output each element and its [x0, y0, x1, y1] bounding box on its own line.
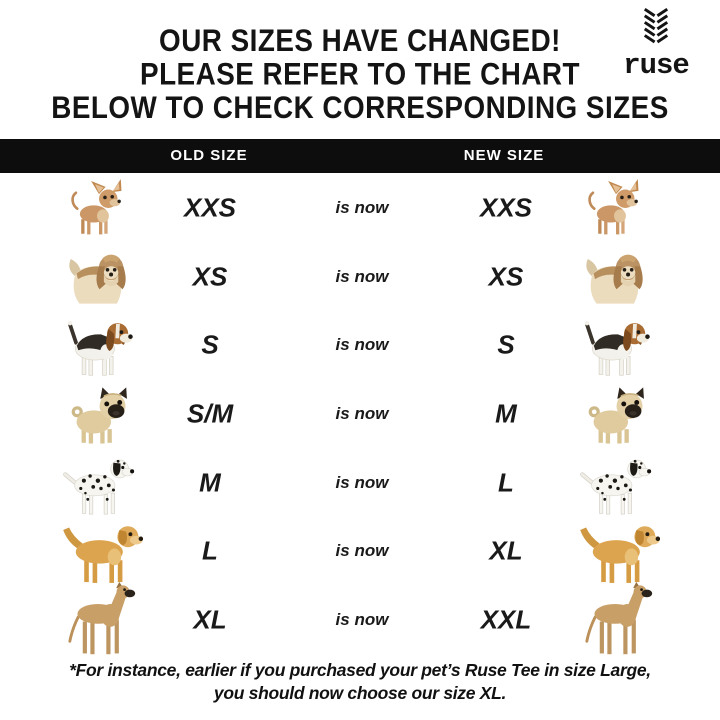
- is-now-label: is now: [335, 198, 389, 218]
- is-now-label: is now: [335, 541, 389, 561]
- old-size-label: XL: [193, 604, 227, 635]
- new-size-label: XXL: [480, 604, 532, 635]
- is-now-label: is now: [335, 404, 389, 424]
- new-size-column-header: NEW SIZE: [463, 147, 545, 164]
- size-row-xl: [0, 585, 720, 654]
- footnote: [0, 659, 720, 705]
- brand-logo: [612, 7, 700, 82]
- old-size-label: S: [201, 329, 219, 360]
- title-line-2: PLEASE REFER TO THE CHART: [140, 57, 580, 92]
- dalmatian-image: [62, 448, 140, 518]
- dalmatian-image: [579, 448, 657, 518]
- size-rows: [0, 174, 720, 654]
- old-size-label: XXS: [183, 192, 237, 223]
- title-line-1: OUR SIZES HAVE CHANGED!: [159, 23, 561, 59]
- pug-image: [65, 382, 137, 447]
- title-line-3: BELOW TO CHECK CORRESPONDING SIZES: [51, 90, 669, 126]
- new-size-label: XXS: [479, 192, 533, 223]
- beagle-image: [63, 311, 139, 379]
- size-row-sm: [0, 380, 720, 449]
- chihuahua-image: [68, 178, 134, 238]
- golden-retriever-image: [59, 513, 143, 589]
- new-size-label: M: [495, 398, 517, 429]
- brand-name: ruse: [623, 49, 689, 82]
- footnote-line-1: *For instance, earlier if you purchased your pet’s Ruse Tee in size Large,: [69, 660, 651, 680]
- old-size-label: S/M: [186, 398, 234, 429]
- old-size-label: L: [202, 535, 218, 566]
- is-now-label: is now: [335, 609, 389, 629]
- old-size-label: M: [199, 467, 221, 498]
- is-now-label: is now: [335, 266, 389, 286]
- great-dane-image: [580, 582, 656, 658]
- page-title: [14, 25, 705, 125]
- wheat-icon: [641, 7, 671, 47]
- pug-image: [582, 382, 654, 447]
- is-now-label: is now: [335, 472, 389, 492]
- column-header-bar: [0, 139, 720, 173]
- size-row-s: [0, 311, 720, 380]
- chihuahua-image: [585, 178, 651, 238]
- new-size-label: XS: [488, 261, 524, 292]
- new-size-label: S: [497, 329, 515, 360]
- great-dane-image: [63, 582, 139, 658]
- footnote-line-2: you should now choose our size XL.: [213, 683, 507, 703]
- size-row-xs: [0, 243, 720, 312]
- old-size-label: XS: [192, 261, 228, 292]
- new-size-label: XL: [489, 535, 523, 566]
- shih-tzu-image: [582, 244, 654, 309]
- golden-retriever-image: [576, 513, 660, 589]
- beagle-image: [580, 311, 656, 379]
- old-size-column-header: OLD SIZE: [170, 147, 248, 164]
- new-size-label: L: [498, 467, 514, 498]
- size-row-l: [0, 517, 720, 586]
- is-now-label: is now: [335, 335, 389, 355]
- size-row-xxs: [0, 174, 720, 243]
- size-row-m: [0, 448, 720, 517]
- shih-tzu-image: [65, 244, 137, 309]
